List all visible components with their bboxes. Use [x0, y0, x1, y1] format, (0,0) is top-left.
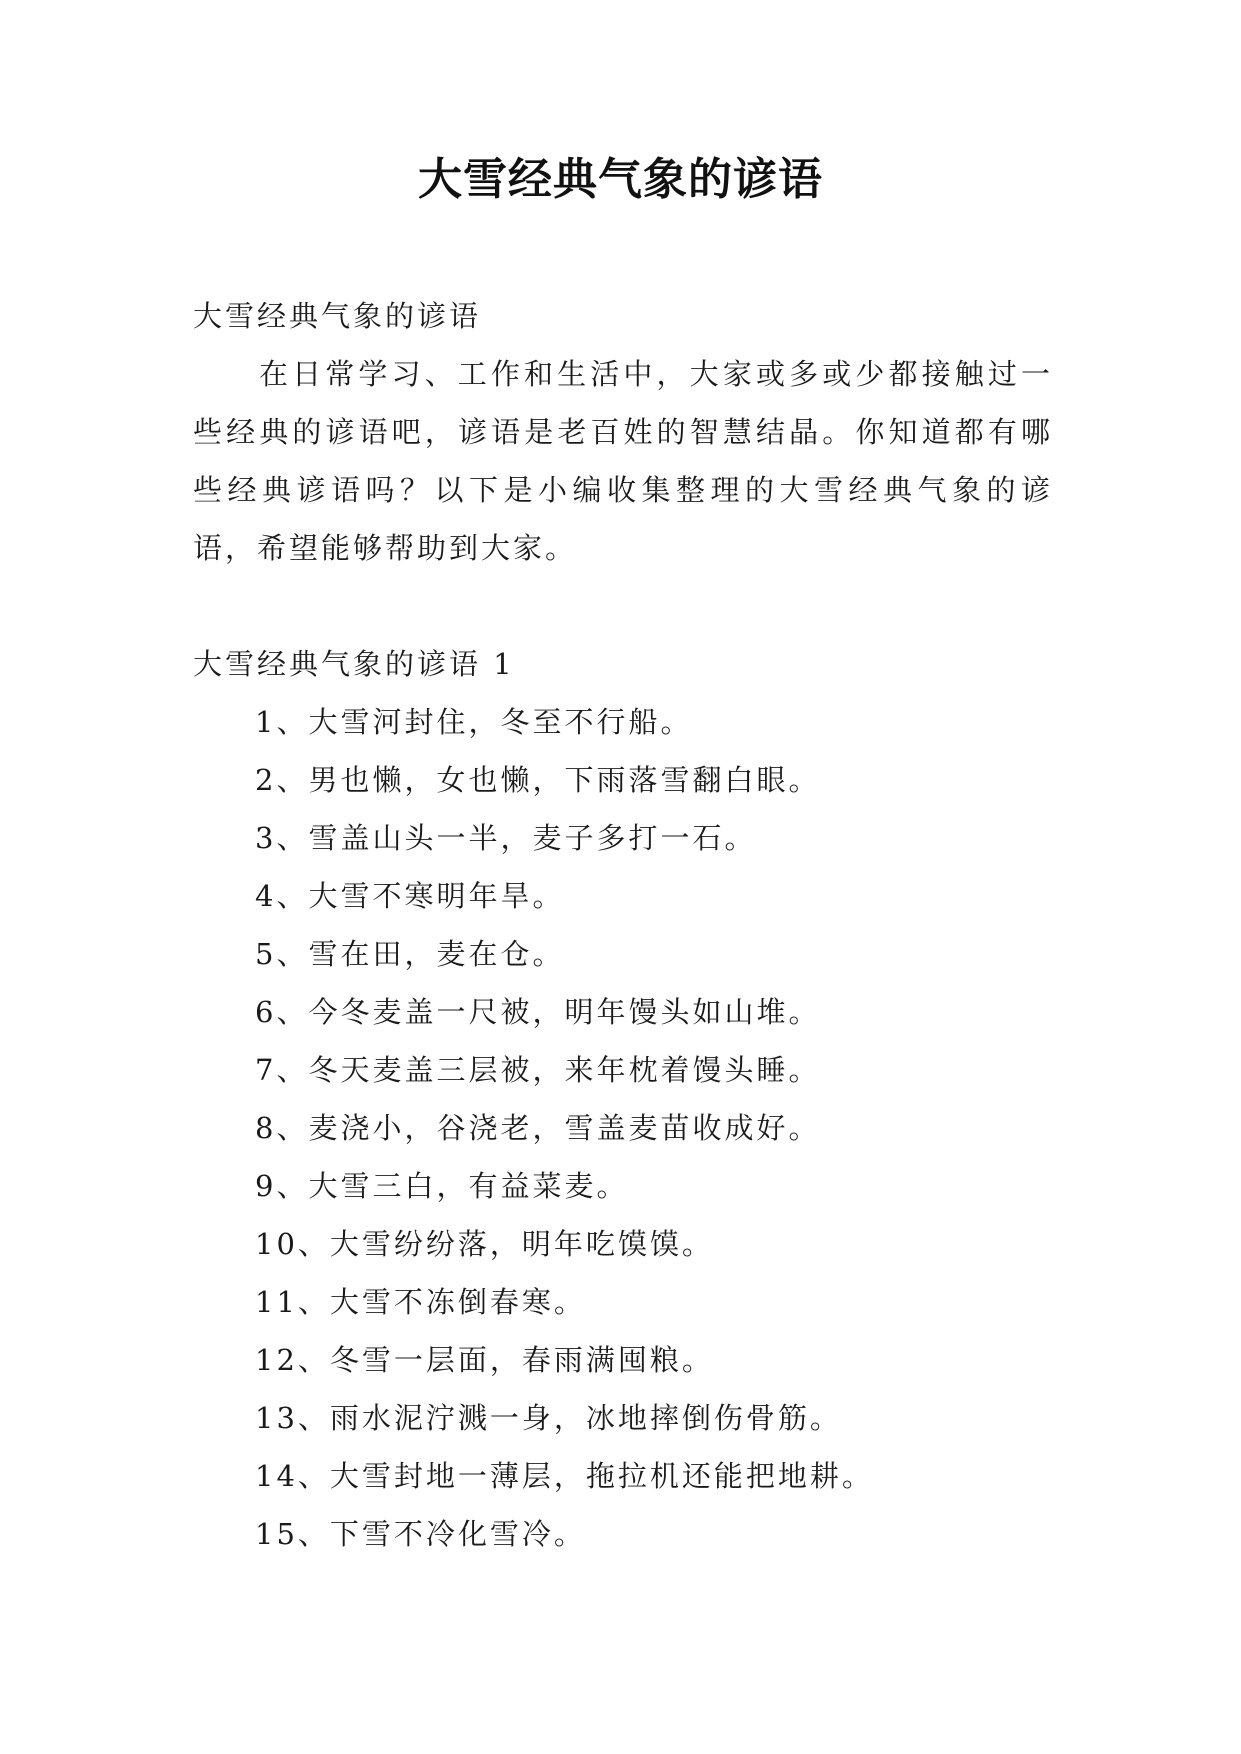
list-item: 1、大雪河封住，冬至不行船。 [255, 705, 693, 739]
list-item: 3、雪盖山头一半，麦子多打一石。 [255, 821, 757, 855]
proverb-list [255, 693, 1055, 1563]
list-item: 7、冬天麦盖三层被，来年枕着馒头睡。 [255, 1053, 821, 1087]
list-item: 15、下雪不冷化雪冷。 [255, 1517, 586, 1551]
section-heading: 大雪经典气象的谚语 1 [193, 647, 515, 681]
list-item: 2、男也懒，女也懒，下雨落雪翻白眼。 [255, 763, 821, 797]
document-title: 大雪经典气象的谚语 [418, 154, 823, 205]
list-item: 13、雨水泥泞溅一身，冰地摔倒伤骨筋。 [255, 1401, 842, 1435]
list-item: 11、大雪不冻倒春寒。 [255, 1285, 586, 1319]
intro-paragraph: 在日常学习、工作和生活中，大家或多或少都接触过一些经典的谚语吧，谚语是老百姓的智慧结晶。你知道都有哪些经典谚语吗？以下是小编收集整理的大雪经典气象的谚语，希望能够帮助到大家。 [193, 357, 1053, 565]
list-item: 5、雪在田，麦在仓。 [255, 937, 565, 971]
list-item: 14、大雪封地一薄层，拖拉机还能把地耕。 [255, 1459, 874, 1493]
list-item: 6、今冬麦盖一尺被，明年馒头如山堆。 [255, 995, 821, 1029]
list-item: 8、麦浇小，谷浇老，雪盖麦苗收成好。 [255, 1111, 821, 1145]
list-item: 9、大雪三白，有益菜麦。 [255, 1169, 629, 1203]
document-subtitle: 大雪经典气象的谚语 [193, 299, 482, 333]
list-item: 12、冬雪一层面，春雨满囤粮。 [255, 1343, 714, 1377]
list-item: 4、大雪不寒明年旱。 [255, 879, 565, 913]
list-item: 10、大雪纷纷落，明年吃馍馍。 [255, 1227, 714, 1261]
